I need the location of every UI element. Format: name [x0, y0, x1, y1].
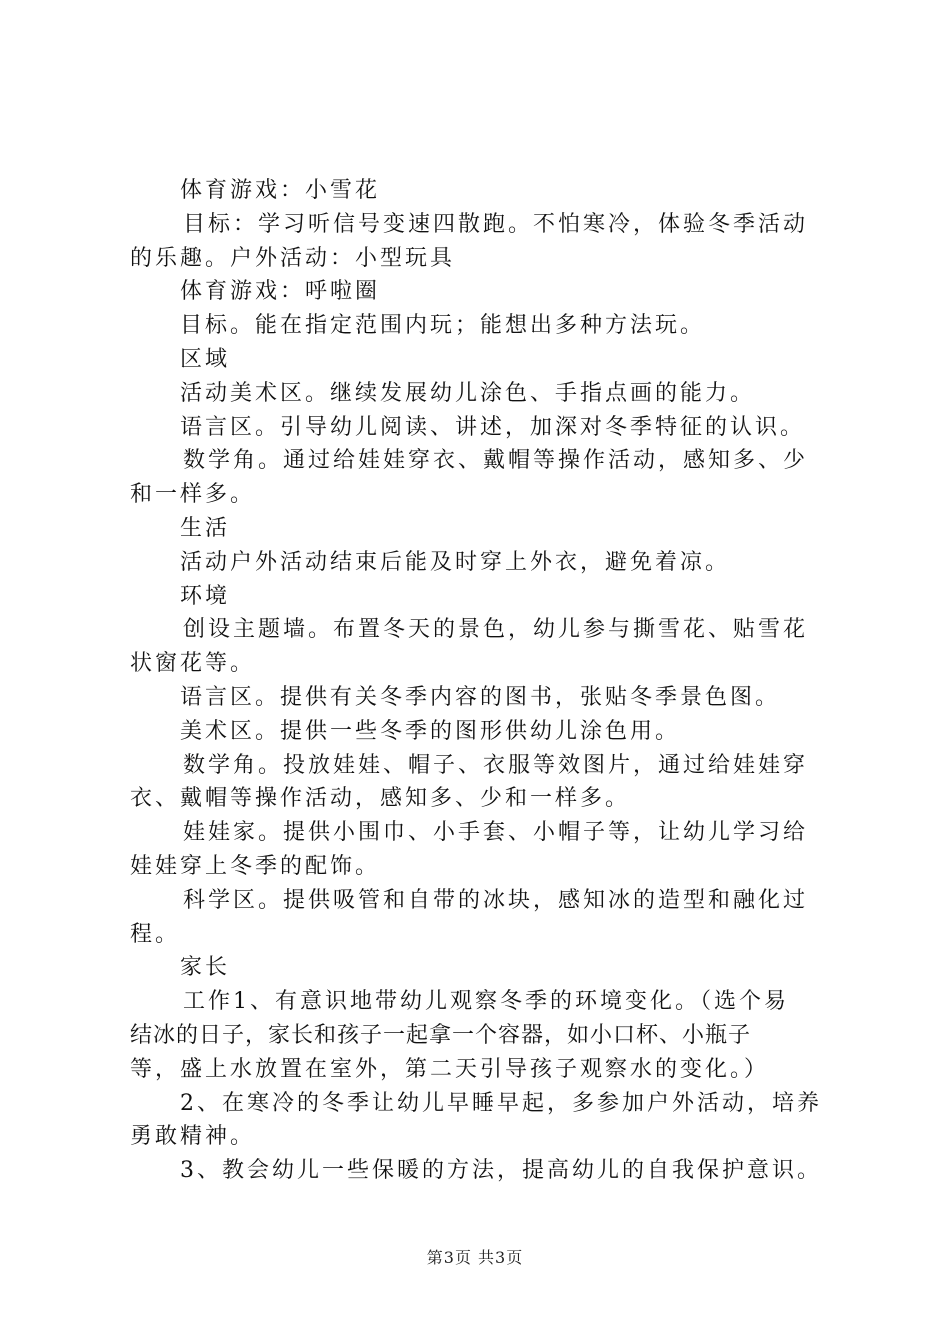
text-line: 语言区。引导幼儿阅读、讲述，加深对冬季特征的认识。: [180, 414, 806, 440]
text-line: 程。: [130, 921, 181, 947]
section-heading: 区域: [180, 346, 231, 372]
section-heading: 生活: [180, 515, 231, 541]
section-heading: 家长: [180, 955, 231, 981]
text-line: 和一样多。: [130, 482, 256, 508]
text-line: 数学角。投放娃娃、帽子、衣服等效图片，通过给娃娃穿: [183, 752, 809, 778]
text-line: 目标：学习听信号变速四散跑。不怕寒冷，体验冬季活动: [183, 211, 809, 237]
text-line: 结冰的日子，家长和孩子一起拿一个容器，如小口杯、小瓶子: [130, 1022, 752, 1048]
text-line: 活动户外活动结束后能及时穿上外衣，避免着凉。: [180, 549, 731, 575]
text-line: 语言区。提供有关冬季内容的图书，张贴冬季景色图。: [180, 684, 781, 710]
text-line: 勇敢精神。: [130, 1124, 256, 1150]
text-line: 状窗花等。: [130, 651, 256, 677]
text-line: 创设主题墙。布置冬天的景色，幼儿参与撕雪花、贴雪花: [183, 617, 809, 643]
section-heading: 环境: [180, 583, 231, 609]
text-line: 等，盛上水放置在室外，第二天引导孩子观察水的变化。）: [130, 1056, 770, 1082]
text-line: 体育游戏：小雪花: [180, 178, 381, 203]
document-body: [130, 174, 830, 1188]
text-line: 娃娃家。提供小围巾、小手套、小帽子等，让幼儿学习给: [183, 820, 809, 846]
text-line: 数学角。通过给娃娃穿衣、戴帽等操作活动，感知多、少: [183, 448, 809, 474]
text-line: 活动美术区。继续发展幼儿涂色、手指点画的能力。: [180, 380, 756, 406]
text-line: 体育游戏：呼啦圈: [180, 279, 381, 305]
text-line: 科学区。提供吸管和自带的冰块，感知冰的造型和融化过: [183, 887, 809, 913]
text-line: 3、教会幼儿一些保暖的方法，提高幼儿的自我保护意识。: [180, 1158, 822, 1184]
page-footer: 第3页 共3页: [426, 1248, 524, 1267]
text-line: 美术区。提供一些冬季的图形供幼儿涂色用。: [180, 718, 681, 744]
text-line: 目标。能在指定范围内玩；能想出多种方法玩。: [180, 313, 706, 339]
text-line: 工作1、有意识地带幼儿观察冬季的环境变化。（选个易: [183, 989, 789, 1015]
text-line: 衣、戴帽等操作活动，感知多、少和一样多。: [130, 786, 631, 812]
text-line: 娃娃穿上冬季的配饰。: [130, 853, 381, 879]
text-line: 的乐趣。户外活动：小型玩具: [130, 245, 456, 271]
text-line: 2、在寒冷的冬季让幼儿早睡早起，多参加户外活动，培养: [180, 1090, 822, 1116]
